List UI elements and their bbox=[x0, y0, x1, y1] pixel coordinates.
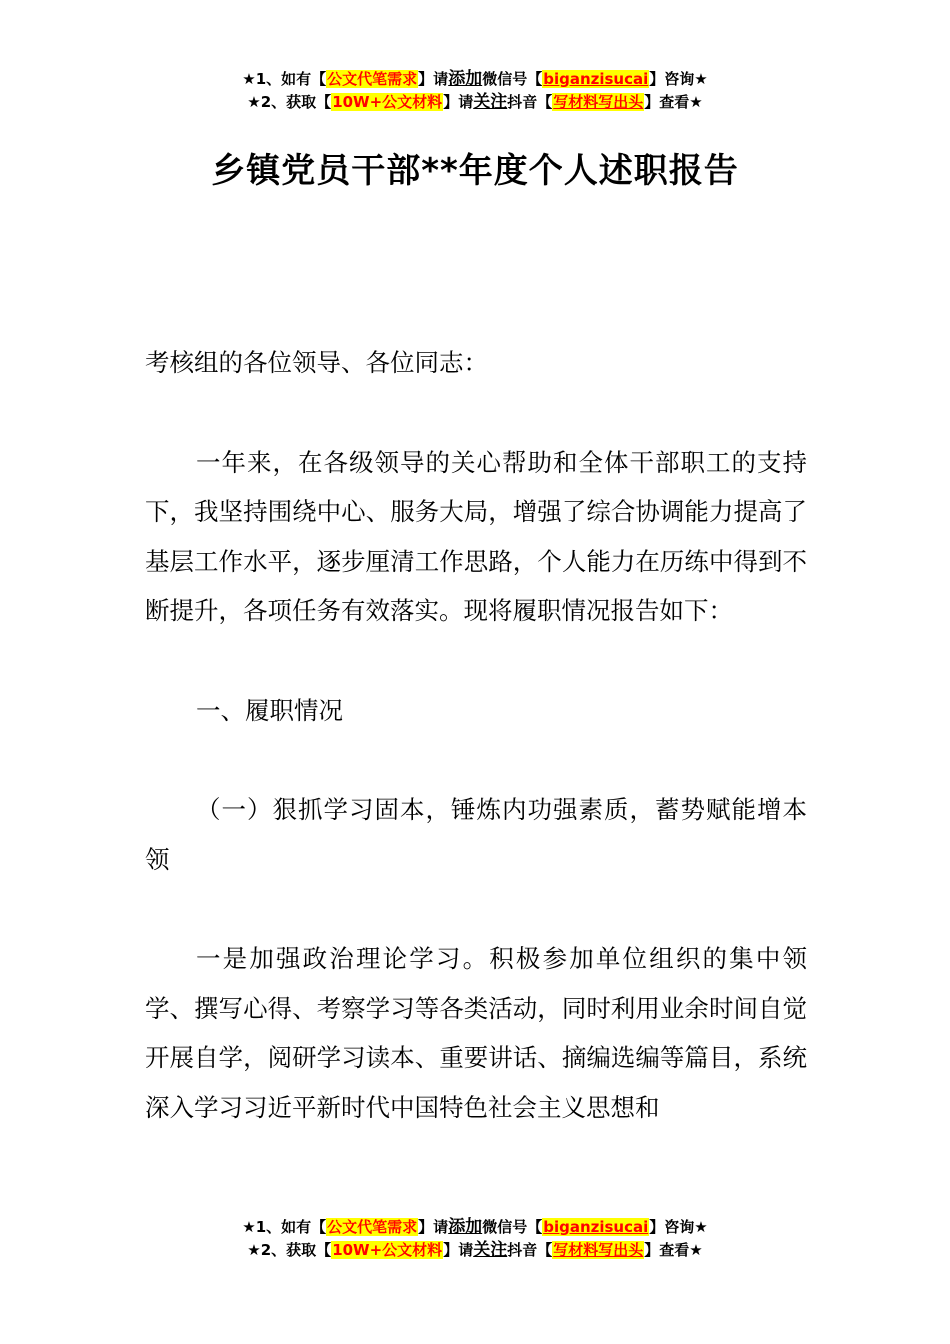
banner-highlight-douyin-account: 写材料写出头 bbox=[553, 1241, 644, 1259]
section-heading: 一、履职情况 bbox=[196, 695, 343, 725]
top-banner bbox=[0, 68, 950, 114]
banner-line-2-mid: 】请 bbox=[443, 93, 474, 111]
banner-highlight-wechat-id: biganzisucai bbox=[543, 1218, 649, 1236]
bottom-banner bbox=[0, 1216, 950, 1262]
banner-highlight-wechat-id: biganzisucai bbox=[543, 70, 649, 88]
body-paragraph: 一是加强政治理论学习。积极参加单位组织的集中领学、撰写心得、考察学习等各类活动，同时利用业余时间自觉开展自学，阅研学习读本、重要讲话、摘编选编等篇目，系统深入学习习近平新时代中国特色社会主义思想和 bbox=[145, 944, 807, 1122]
banner-line-2-mid: 】请 bbox=[443, 1241, 474, 1259]
banner-emphasis-add: 添加 bbox=[448, 1217, 483, 1237]
banner-line-1-mid2: 微信号【 bbox=[482, 70, 543, 88]
banner-emphasis-add: 添加 bbox=[448, 69, 483, 89]
banner-line-2-prefix: ★2、获取【 bbox=[247, 93, 332, 111]
banner-emphasis-follow: 关注 bbox=[473, 1240, 508, 1260]
banner-highlight-service: 公文代笔需求 bbox=[327, 70, 418, 88]
banner-line-2 bbox=[0, 1239, 950, 1262]
banner-line-1-suffix: 】咨询★ bbox=[649, 70, 708, 88]
banner-highlight-materials: 10W+公文材料 bbox=[332, 93, 443, 111]
banner-line-2-mid2: 抖音【 bbox=[507, 1241, 553, 1259]
banner-highlight-douyin-account: 写材料写出头 bbox=[553, 93, 644, 111]
banner-line-1-mid2: 微信号【 bbox=[482, 1218, 543, 1236]
banner-line-1-mid: 】请 bbox=[418, 70, 449, 88]
document-body bbox=[145, 338, 807, 1182]
document-title: 乡镇党员干部**年度个人述职报告 bbox=[211, 151, 739, 191]
salutation: 考核组的各位领导、各位同志： bbox=[145, 348, 488, 377]
banner-emphasis-follow: 关注 bbox=[473, 92, 508, 112]
banner-line-2-prefix: ★2、获取【 bbox=[247, 1241, 332, 1259]
banner-line-2-suffix: 】查看★ bbox=[644, 1241, 703, 1259]
banner-line-1-prefix: ★1、如有【 bbox=[242, 70, 327, 88]
banner-line-2-mid2: 抖音【 bbox=[507, 93, 553, 111]
banner-line-1 bbox=[0, 68, 950, 91]
subsection-heading: （一）狠抓学习固本，锤炼内功强素质，蓄势赋能增本领 bbox=[145, 795, 807, 874]
banner-line-1-mid: 】请 bbox=[418, 1218, 449, 1236]
banner-line-1-suffix: 】咨询★ bbox=[649, 1218, 708, 1236]
banner-line-2-suffix: 】查看★ bbox=[644, 93, 703, 111]
banner-line-1-prefix: ★1、如有【 bbox=[242, 1218, 327, 1236]
intro-paragraph: 一年来，在各级领导的关心帮助和全体干部职工的支持下，我坚持围绕中心、服务大局，增强了综合协调能力提高了基层工作水平，逐步厘清工作思路，个人能力在历练中得到不断提升，各项任务有效落实。现将履职情况报告如下： bbox=[145, 447, 807, 625]
banner-highlight-materials: 10W+公文材料 bbox=[332, 1241, 443, 1259]
banner-line-1 bbox=[0, 1216, 950, 1239]
banner-highlight-service: 公文代笔需求 bbox=[327, 1218, 418, 1236]
banner-line-2 bbox=[0, 91, 950, 114]
